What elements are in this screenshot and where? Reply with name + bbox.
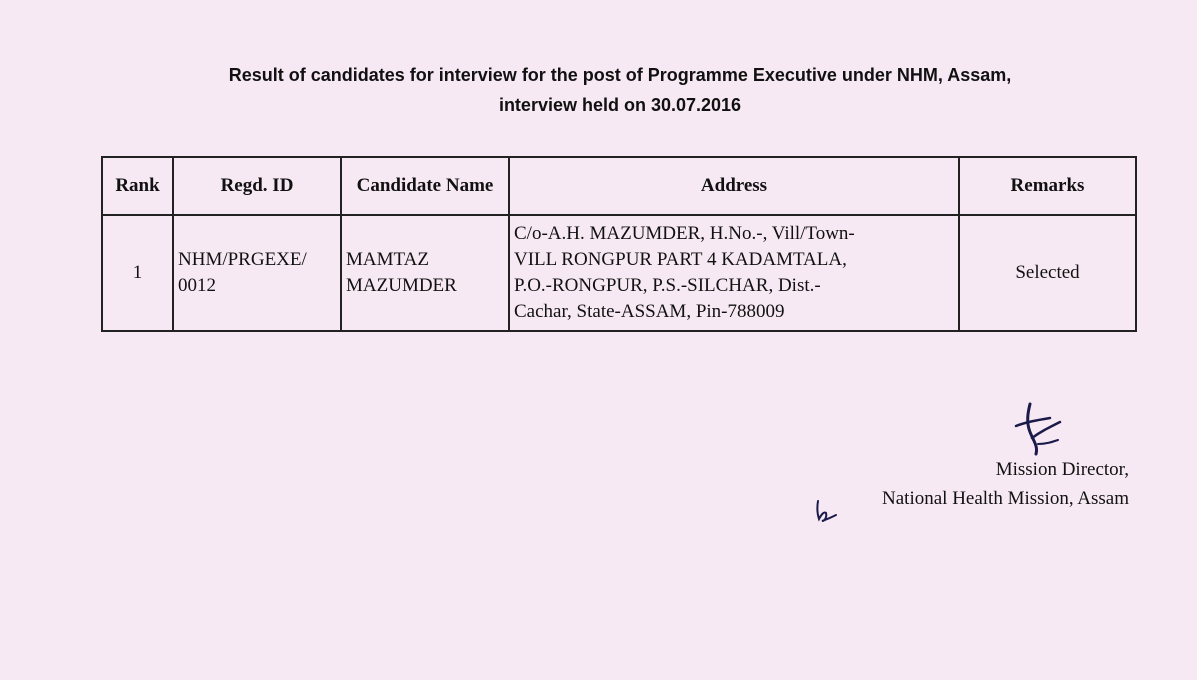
cell-rank: 1: [102, 215, 173, 331]
name-line: MAMTAZ: [346, 249, 429, 270]
signature-block: [882, 455, 1129, 513]
header-candidate-name: Candidate Name: [341, 157, 509, 215]
table-header-row: [102, 157, 1136, 215]
address-line: C/o-A.H. MAZUMDER, H.No.-, Vill/Town-: [514, 223, 855, 244]
cell-regd-id: [173, 215, 341, 331]
initial-mark: [812, 497, 840, 525]
results-table: [101, 156, 1137, 332]
header-address: Address: [509, 157, 959, 215]
table-row: [102, 215, 1136, 331]
header-rank: Rank: [102, 157, 173, 215]
signature-mark: [1008, 398, 1068, 458]
title-line-2: interview held on 30.07.2016: [498, 95, 742, 115]
cell-remarks: Selected: [959, 215, 1136, 331]
address-line: Cachar, State-ASSAM, Pin-788009: [514, 301, 785, 322]
cell-candidate-name: [341, 215, 509, 331]
signatory-organization: National Health Mission, Assam: [882, 488, 1129, 509]
cell-address: [509, 215, 959, 331]
header-remarks: Remarks: [959, 157, 1136, 215]
address-line: VILL RONGPUR PART 4 KADAMTALA,: [514, 249, 847, 270]
regd-id-line: NHM/PRGEXE/: [178, 249, 307, 270]
signatory-designation: Mission Director,: [995, 459, 1129, 480]
regd-id-line: 0012: [178, 275, 216, 296]
address-line: P.O.-RONGPUR, P.S.-SILCHAR, Dist.-: [514, 275, 821, 296]
page-title: [150, 60, 1090, 120]
header-regd-id: Regd. ID: [173, 157, 341, 215]
title-line-1: Result of candidates for interview for the post of Programme Executive under NHM, Assam,: [228, 65, 1012, 85]
name-line: MAZUMDER: [346, 275, 457, 296]
